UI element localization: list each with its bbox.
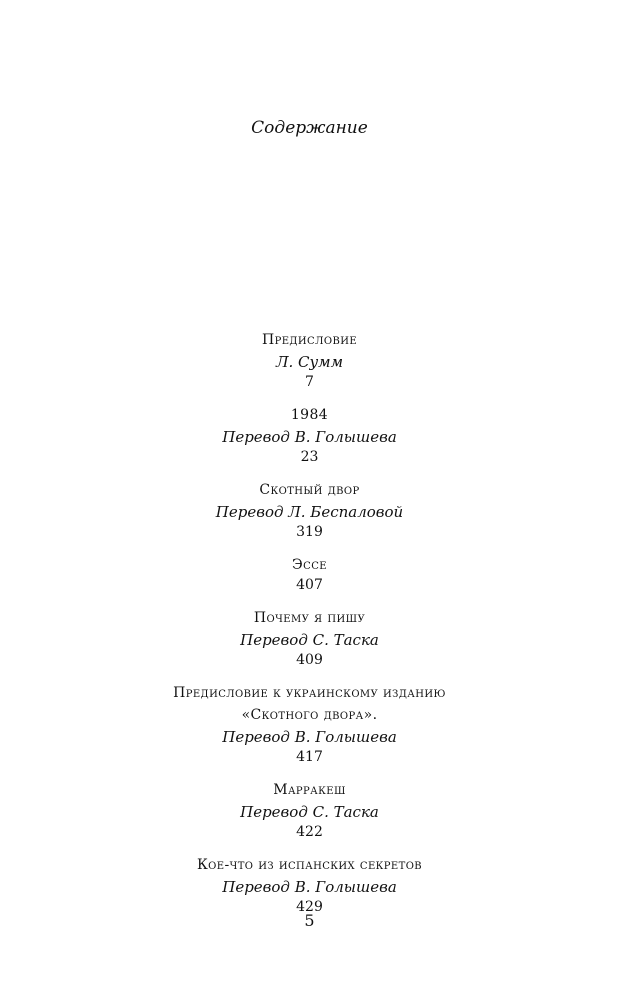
entry-author: Перевод Л. Беспаловой (215, 503, 404, 521)
entry-page: 422 (296, 824, 323, 840)
entry-title: Эссе (292, 557, 327, 573)
entry-author: Л. Сумм (275, 353, 344, 371)
toc-entry-essays (0, 554, 619, 595)
entry-author: Перевод С. Таска (240, 631, 379, 649)
entry-title-line-1: Предисловие к украинскому изданию (173, 685, 446, 701)
entry-title: Предисловие (261, 332, 358, 348)
toc-entry-preface (0, 329, 619, 392)
entry-title: Почему я пишу (253, 610, 366, 626)
entry-page: 409 (296, 652, 323, 668)
entry-page: 407 (296, 577, 323, 593)
entry-author: Перевод В. Голышева (222, 878, 397, 896)
toc-entry-marrakech (0, 779, 619, 842)
toc-entry-1984 (0, 404, 619, 467)
page-number: 5 (304, 911, 315, 930)
entry-page: 23 (300, 449, 319, 465)
entry-title: Марракеш (273, 782, 346, 798)
entry-page: 319 (296, 524, 323, 540)
entry-author: Перевод С. Таска (240, 803, 379, 821)
entry-page: 7 (305, 374, 314, 390)
table-of-contents (0, 329, 619, 929)
entry-page: 429 (296, 899, 323, 915)
entry-title: Кое-что из испанских секретов (196, 857, 423, 873)
entry-title-line-2: «Скотного двора». (241, 707, 378, 723)
entry-author: Перевод В. Голышева (222, 728, 397, 746)
toc-entry-why-i-write (0, 607, 619, 670)
entry-title: 1984 (290, 407, 329, 423)
entry-page: 417 (296, 749, 323, 765)
toc-entry-animal-farm (0, 479, 619, 542)
entry-title: Скотный двор (259, 482, 360, 498)
toc-heading: Содержание (251, 118, 368, 138)
toc-entry-ukrainian-preface (0, 682, 619, 767)
toc-entry-spanish-secrets (0, 854, 619, 917)
entry-author: Перевод В. Голышева (222, 428, 397, 446)
